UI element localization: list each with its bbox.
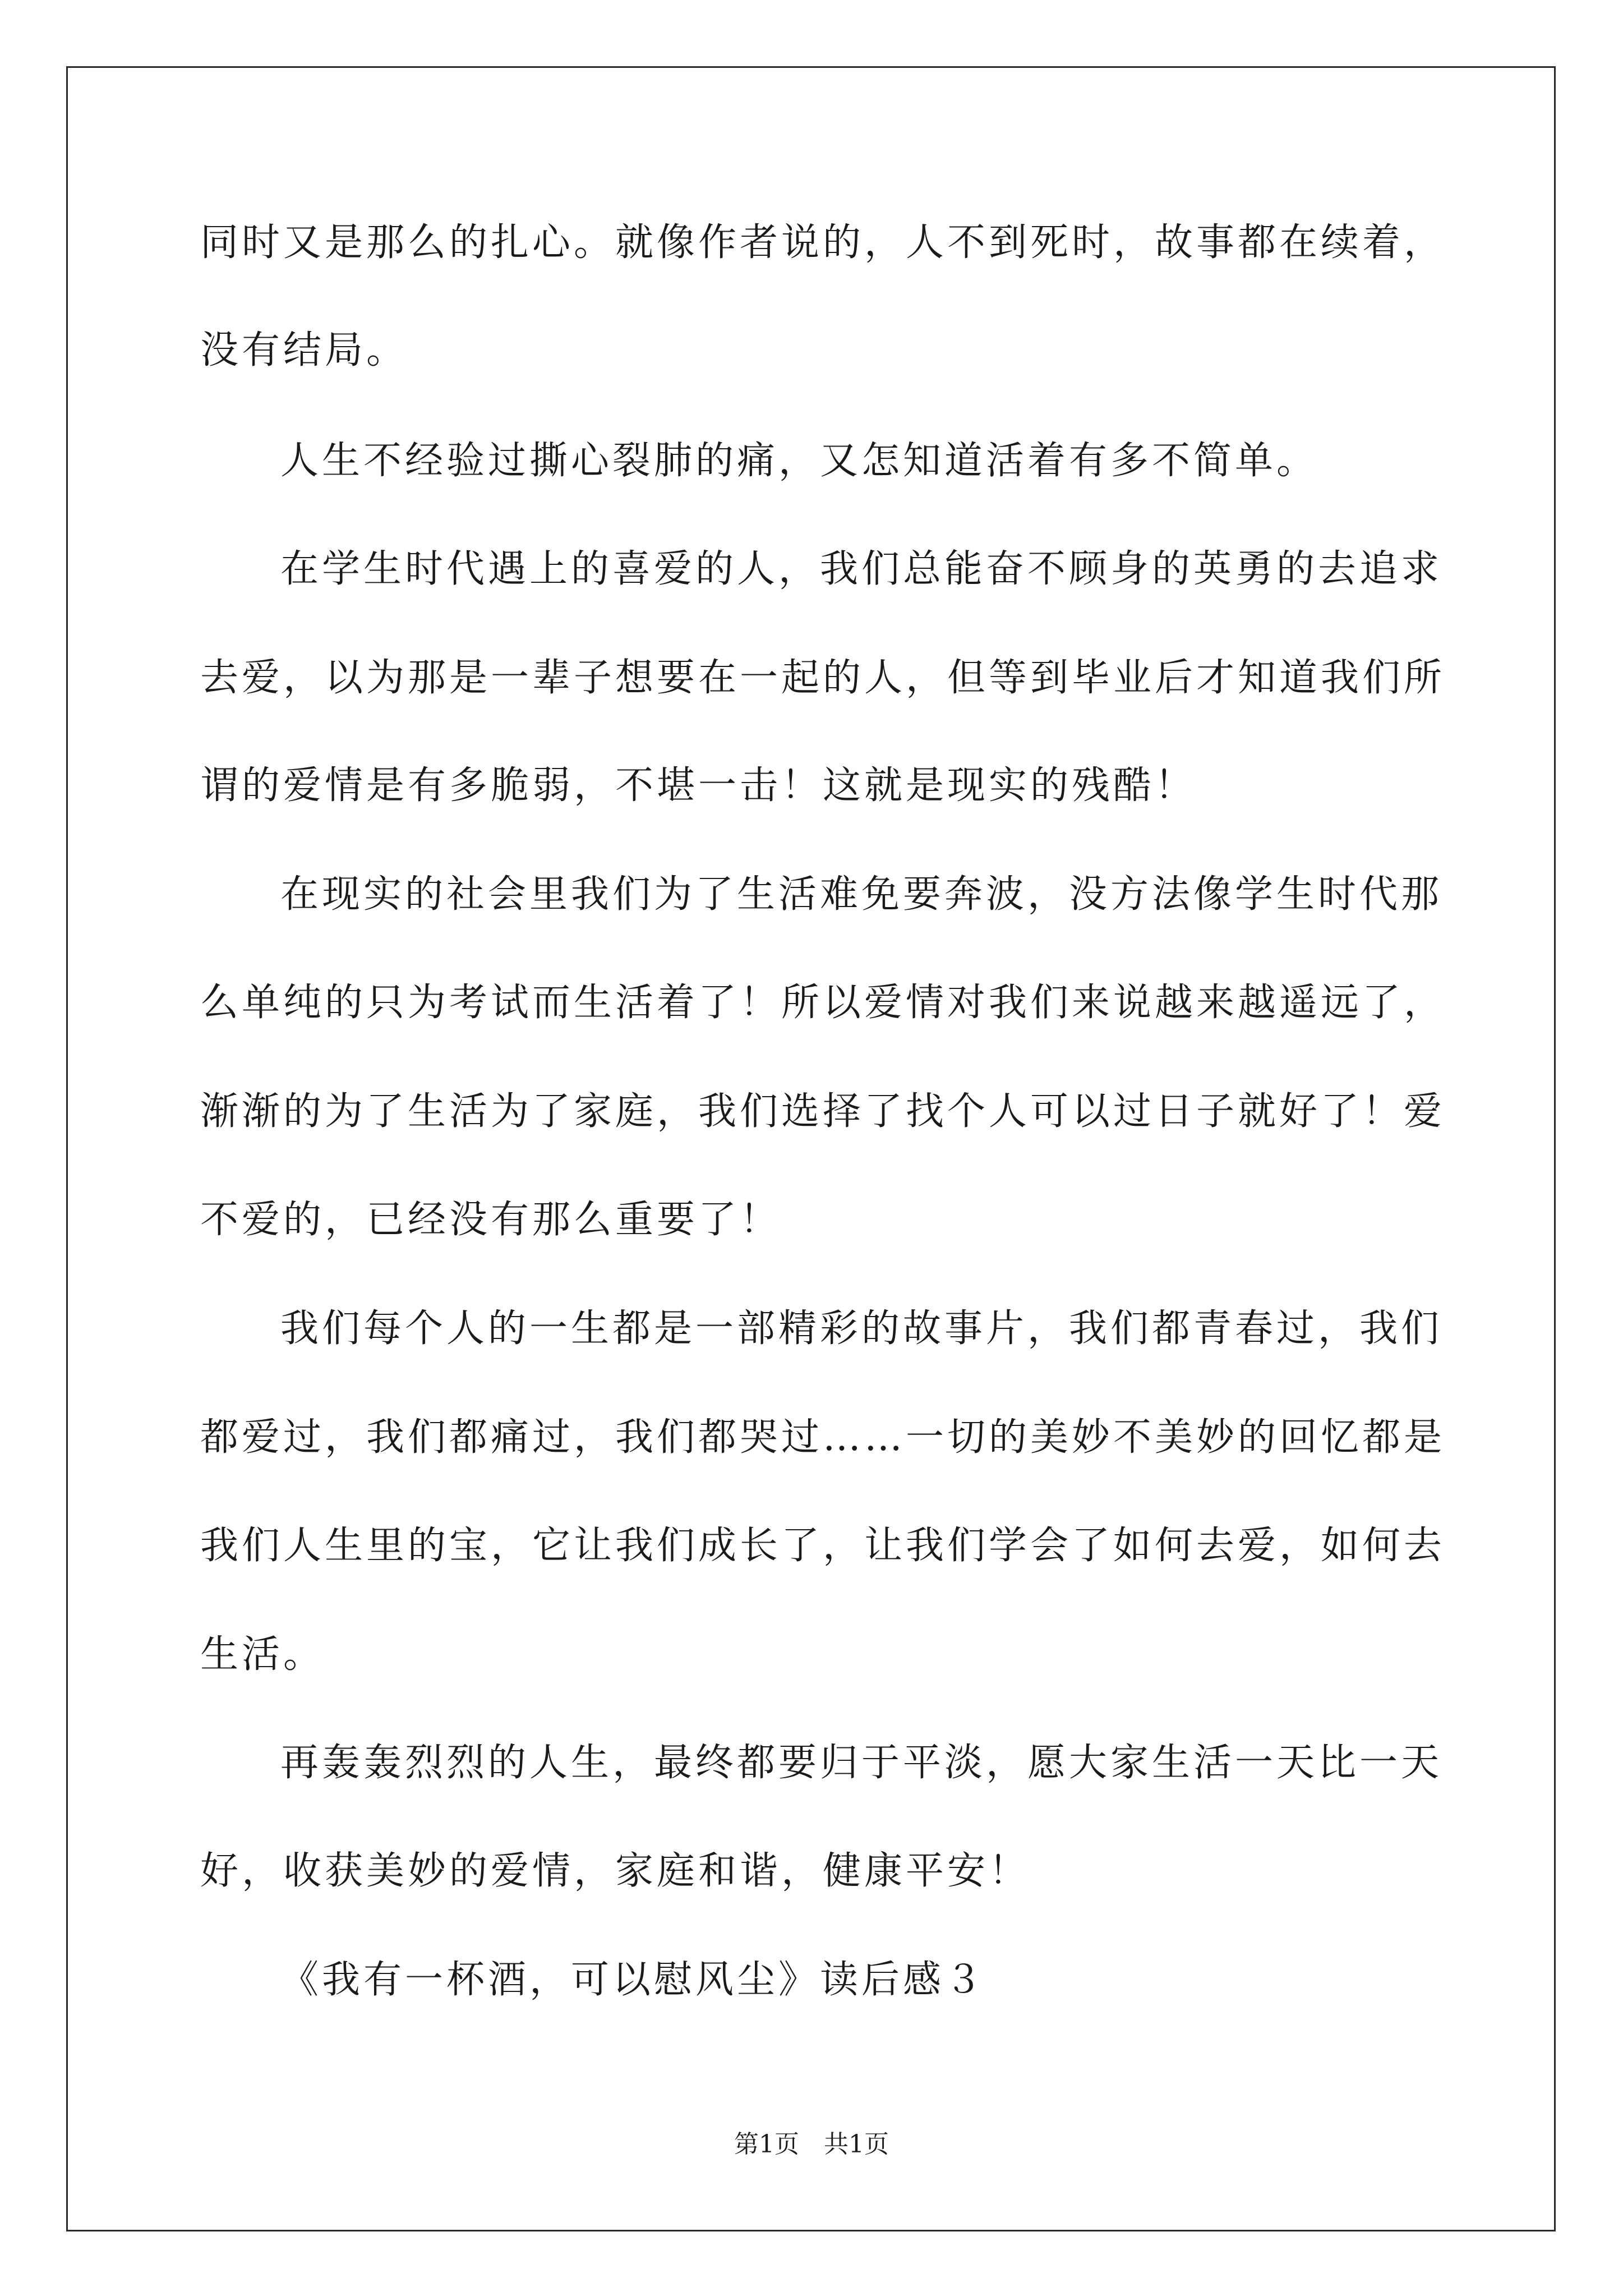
body-line: 生活。: [200, 1632, 325, 1677]
body-line: 同时又是那么的扎心。就像作者说的，人不到死时，故事都在续着，: [200, 220, 1446, 265]
body-line: 我们人生里的宝，它让我们成长了，让我们学会了如何去爱，如何去: [200, 1524, 1446, 1568]
body-line: 不爱的，已经没有那么重要了！: [200, 1198, 782, 1242]
body-line: 我们每个人的一生都是一部精彩的故事片，我们都青春过，我们: [280, 1306, 1443, 1351]
body-line: 都爱过，我们都痛过，我们都哭过……一切的美妙不美妙的回忆都是: [200, 1415, 1446, 1460]
page-border: [66, 66, 1556, 2231]
page-footer: 第1页 共1页: [734, 2130, 889, 2159]
body-line: 人生不经验过撕心裂肺的痛，又怎知道活着有多不简单。: [280, 439, 1318, 483]
body-line: 再轰轰烈烈的人生，最终都要归于平淡，愿大家生活一天比一天: [280, 1741, 1443, 1785]
body-line: 渐渐的为了生活为了家庭，我们选择了找个人可以过日子就好了！爱: [200, 1089, 1446, 1134]
body-line: 去爱，以为那是一辈子想要在一起的人，但等到毕业后才知道我们所: [200, 656, 1446, 700]
body-line: 在学生时代遇上的喜爱的人，我们总能奋不顾身的英勇的去追求: [280, 547, 1443, 591]
section-heading: 《我有一杯酒，可以慰风尘》读后感３: [280, 1958, 986, 2002]
body-line: 么单纯的只为考试而生活着了！所以爱情对我们来说越来越遥远了，: [200, 981, 1446, 1025]
body-line: 没有结局。: [200, 328, 408, 372]
body-line: 好，收获美妙的爱情，家庭和谐，健康平安！: [200, 1849, 1031, 1893]
body-line: 谓的爱情是有多脆弱，不堪一击！这就是现实的残酷！: [200, 763, 1197, 808]
body-line: 在现实的社会里我们为了生活难免要奔波，没方法像学生时代那: [280, 872, 1443, 917]
